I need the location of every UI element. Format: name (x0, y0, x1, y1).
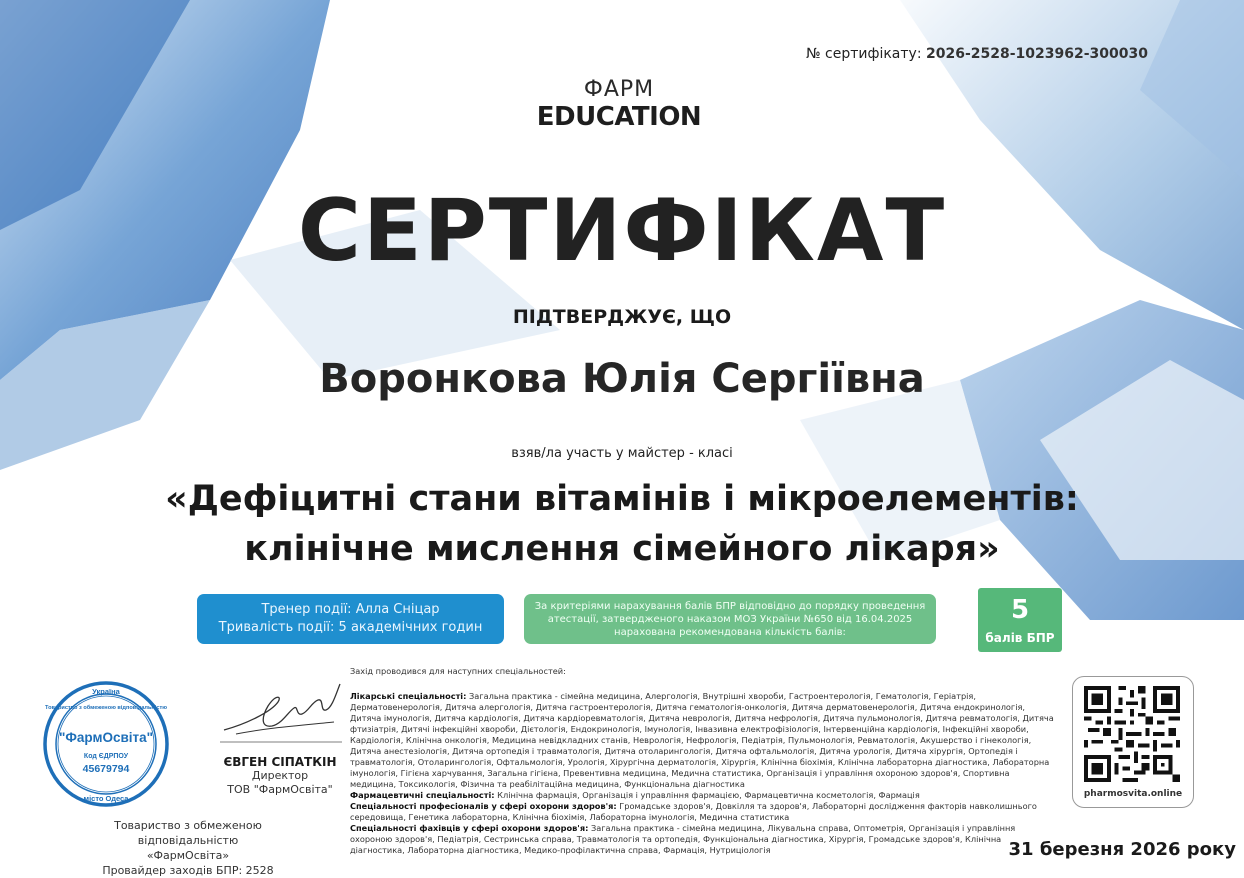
points-badge (978, 588, 1062, 652)
logo-bottom-text: EDUCATION (536, 102, 702, 132)
trainer-info-box (197, 594, 504, 644)
professional-specialties (350, 801, 1055, 823)
event-title-line-2: клінічне мислення сімейного лікаря» (244, 529, 1000, 569)
specialties-intro: Захід проводився для наступних спеціальностей: (350, 666, 566, 676)
farm-education-logo (532, 78, 706, 132)
qr-code[interactable] (1084, 686, 1180, 782)
medical-specialties (350, 691, 1055, 790)
specialist-specialties-label: Спеціальності фахівців у сфері охорони здоров'я: (350, 823, 589, 833)
certificate-title: СЕРТИФІКАТ (297, 181, 947, 281)
seal-company-name: "ФармОсвіта" (58, 730, 154, 745)
criteria-line-3: нарахована рекомендована кількість балів: (614, 626, 846, 638)
organization-note (70, 818, 306, 878)
specialties-block (350, 666, 1055, 856)
points-value: 5 (1010, 595, 1030, 625)
seal-code-label: Код ЄДРПОУ (83, 753, 129, 760)
director-signature (216, 672, 346, 752)
seal-city: місто Одеса (83, 794, 129, 803)
specialist-specialties (350, 823, 1055, 856)
pharma-specialties-label: Фармацевтичні спеціальності: (350, 790, 495, 800)
seal-code: 45679794 (82, 763, 130, 775)
criteria-info-box (524, 594, 936, 644)
qr-card (1072, 676, 1194, 808)
director-company: ТОВ "ФармОсвіта" (227, 783, 333, 796)
certificate-number-label: № сертифікату: (806, 46, 922, 62)
issue-date: 31 березня 2026 року (1008, 839, 1236, 860)
logo-top-text: ФАРМ (583, 77, 655, 102)
medical-specialties-list: Загальна практика - сімейна медицина, Алергологія, Внутрішні хвороби, Гастроентерологія, Гематологія, Геріатрія, Дерматовенерологія, Дитяча алергологія, Дитяча гастроентерологія, Дитяча гематологія-онкологія, Дитяча дерматовенерологія, Дитяча ендокринологія, Дитяча імунологія, Дитяча кардіологія, Дитяча кардіоревматологія, Дитяча неврологія, Дитяча нефрологія, Дитяча пульмонологія, Дитяча ревматологія, Дитяча фтизіатрія, Дитячі інфекційні хвороби, Дієтологія, Ендокринологія, Імунологія, Інвазивна електрофізіологія, Інтервенційна кардіологія, Інфекційні хвороби, Кардіологія, Клінічна онкологія, Медицина невідкладних станів, Неврологія, Нефрологія, Педіатрія, Пульмонологія, Ревматологія, Акушерство і гінекологія, Дитяча анестезіологія, Дитяча ортопедія і травматологія, Дитяча отоларингологія, Дитяча офтальмологія, Дитяча урологія, Дитяча хірургія, Ортопедія і травматологія, Отоларингологія, Офтальмологія, Урологія, Хірургічна дерматологія, Хірургія, Клінічна біохімія, Клінічна лабораторна діагностика, Лабораторна імунологія, Гігієна харчування, Загальна гігієна, Превентивна медицина, Медична статистика, Організація і управління охороною здоров'я, Спортивна медицина, Токсикологія, Фізична та реабілітаційна медицина, Функціональна діагностика (350, 691, 1054, 789)
event-duration: Тривалість події: 5 академічних годин (218, 620, 483, 635)
professional-specialties-label: Спеціальності професіоналів у сфері охорони здоров'я: (350, 801, 617, 811)
pharma-specialties-list: Клінічна фармація, Організація і управління фармацією, Фармацевтична косметологія, Фармація (497, 790, 920, 800)
pharma-specialties (350, 790, 1055, 801)
event-title (60, 474, 1184, 574)
qr-caption: pharmosvita.online (1083, 789, 1183, 799)
points-label: балів БПР (985, 631, 1055, 645)
criteria-line-2: атестації, затвердженого наказом МОЗ України №650 від 16.04.2025 (547, 613, 913, 625)
seal-org-small: Товариство з обмеженою відповідальністю (45, 705, 167, 711)
trainer-name: Тренер події: Алла Сніцар (261, 602, 440, 617)
director-block (210, 755, 350, 797)
org-note-line-2: «ФармОсвіта» (146, 849, 230, 862)
specialist-specialties-list: Загальна практика - сімейна медицина, Лікувальна справа, Оптометрія, Організація і управління охороною здоров'я, Педіатрія, Сестринська справа, Травматологія та ортопедія, Функціональна діагностика, Хірургія, Громадське здоров'я, Клінічна діагностика, Лабораторна діагностика, Медико-профілактична справа, Фармація, Нутриціологія (350, 823, 1016, 855)
professional-specialties-list: Громадське здоров'я, Довкілля та здоров'я, Лабораторні дослідження факторів навколишнього середовища, Генетика лабораторна, Клінічна біохімія, Лабораторна імунологія, Медична статистика (350, 801, 1037, 822)
criteria-line-1: За критеріями нарахування балів БПР відповідно до порядку проведення (534, 600, 926, 612)
medical-specialties-label: Лікарські спеціальності: (350, 691, 467, 701)
certificate-number-value: 2026-2528-1023962-300030 (926, 46, 1148, 62)
director-position: Директор (251, 769, 309, 782)
director-name: ЄВГЕН СІПАТКІН (223, 755, 337, 769)
confirms-text: ПІДТВЕРДЖУЄ, ЩО (512, 306, 732, 328)
org-note-line-3: Провайдер заходів БПР: 2528 (102, 864, 274, 877)
recipient-name: Воронкова Юлія Сергіївна (319, 356, 925, 402)
seal-country: Україна (92, 687, 120, 696)
participation-text: взяв/ла участь у майстер - класі (511, 446, 733, 461)
event-title-line-1: «Дефіцитні стани вітамінів і мікроелементів: (165, 479, 1079, 519)
company-seal (42, 680, 170, 808)
certificate-number (806, 46, 1148, 62)
org-note-line-1: Товариство з обмеженою відповідальністю (114, 819, 262, 847)
